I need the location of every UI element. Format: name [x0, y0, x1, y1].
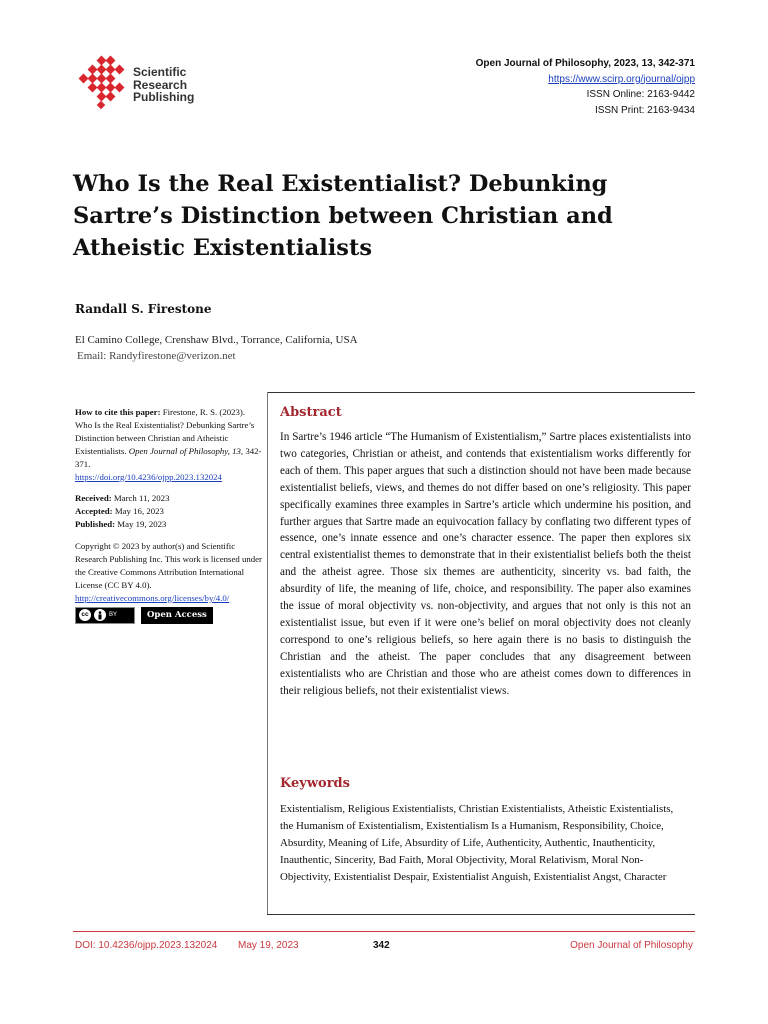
- publisher-name-line: Research: [133, 77, 188, 92]
- abstract-heading: Abstract: [280, 405, 342, 420]
- issn-print: ISSN Print: 2163-9434: [594, 104, 695, 116]
- publisher-name-line: Publishing: [133, 90, 195, 104]
- journal-info: [476, 56, 695, 118]
- publisher-logo-icon: [76, 55, 134, 115]
- cite-text: Firestone, R. S. (2023). Who Is the Real Existentialist? Debunking Sartre’s Distinction between Christian and Atheistic Existentialists.: [75, 407, 255, 456]
- author-affiliation: El Camino College, Crenshaw Blvd., Torrance, California, USA: [75, 334, 358, 346]
- publisher-name-line: Scientific: [133, 65, 187, 79]
- keywords-heading: Keywords: [280, 776, 350, 791]
- cc-by-badge[interactable]: [75, 607, 135, 624]
- published-label: Published:: [75, 519, 116, 530]
- received-date: March 11, 2023: [113, 493, 170, 504]
- author-name: Randall S. Firestone: [75, 302, 212, 316]
- footer-journal-name: Open Journal of Philosophy: [570, 940, 693, 951]
- publisher-name: [133, 66, 194, 104]
- issn-online: ISSN Online: 2163-9442: [586, 89, 695, 100]
- cite-pages: 342-371.: [75, 445, 262, 469]
- article-title: Who Is the Real Existentialist? Debunking Sartre’s Distinction between Christian and Atheistic Existentialists: [73, 171, 613, 261]
- accepted-date: May 16, 2023: [114, 506, 164, 517]
- cite-doi-link[interactable]: https://doi.org/10.4236/ojpp.2023.132024: [75, 471, 222, 482]
- page-number: 342: [373, 940, 390, 951]
- received-label: Received:: [75, 493, 112, 504]
- cite-label: How to cite this paper:: [75, 407, 161, 417]
- abstract-side-rule: [267, 392, 268, 914]
- copyright-text: Copyright © 2023 by author(s) and Scientific Research Publishing Inc. This work is licensed under the Creative Commons Attribution International License (CC BY 4.0).: [75, 541, 262, 590]
- published-date: May 19, 2023: [117, 519, 167, 530]
- footer-date: May 19, 2023: [238, 940, 299, 951]
- dates-block: [75, 492, 263, 531]
- journal-citation: Open Journal of Philosophy, 2023, 13, 342-371: [475, 58, 695, 69]
- publisher-logo: [76, 55, 206, 115]
- cite-journal: Open Journal of Philosophy, 13,: [128, 445, 244, 456]
- footer-doi: DOI: 10.4236/ojpp.2023.132024: [75, 940, 218, 951]
- author-email: Email: Randyfirestone@verizon.net: [77, 350, 236, 362]
- citation-block: [75, 406, 263, 483]
- cc-by-label: BY: [109, 611, 118, 618]
- footer-rule: [73, 931, 695, 932]
- license-badges: [75, 607, 263, 624]
- open-access-badge: Open Access: [141, 607, 213, 624]
- keywords-text: Existentialism, Religious Existentialists, Christian Existentialists, Atheistic Existentialists, the Humanism of Existentialism, Existentialism Is a Humanism, Responsibility, Choice, Absurdity, Meaning of Life, Absurdity of Life, Authenticity, Authentic, Inauthenticity, Inauthentic, Sincerity, Bad Faith, Moral Objectivity, Moral Relativism, Moral Non-Objectivity, Existentialist Despair, Existentialist Anguish, Existentialist Angst, Character: [280, 803, 674, 883]
- abstract-top-rule: [267, 392, 695, 393]
- cc-icon: cc: [79, 609, 91, 621]
- keywords-bottom-rule: [267, 914, 695, 915]
- accepted-label: Accepted:: [75, 506, 113, 517]
- article-sidebar: [75, 406, 263, 624]
- journal-url-link[interactable]: https://www.scirp.org/journal/ojpp: [548, 73, 695, 85]
- abstract-text: In Sartre’s 1946 article “The Humanism of Existentialism,” Sartre places existentialists into two categories, Christian or atheist, and contends that existentialism works differently for each of them. This paper argues that such a distinction should not have been made because existentialist beliefs, views, and themes do not differ based on one’s religiosity. This paper specifically examines three examples in Sartre’s article which undermine his position, and further argues that Sartre made an equivocation fallacy by conflating two different types of essence, one’s innate essence and one’s character essence. The paper then explores six central existentialist themes to demonstrate that in their existentialist beliefs both the theist and the atheist agree. Those six themes are authenticity, sincerity vs. bad faith, the absurdity of life, the meaning of life, choice, and responsibility. The paper also examines the issue of moral objectivity vs. non-objectivity, and argues that not only is this not an existentialist issue, but even if it were one’s belief on moral objectivity does not cleanly correspond to one’s religious beliefs, so here again there is no basis to distinguish the Christian and the atheist. The paper concludes that any disagreement between existentialists who are Christian and those who are atheist comes down to differences in their religious beliefs, not their existentialist views.: [280, 431, 691, 697]
- copyright-block: [75, 540, 263, 605]
- license-link[interactable]: http://creativecommons.org/licenses/by/4.0/: [75, 592, 230, 603]
- attribution-icon: [94, 609, 106, 621]
